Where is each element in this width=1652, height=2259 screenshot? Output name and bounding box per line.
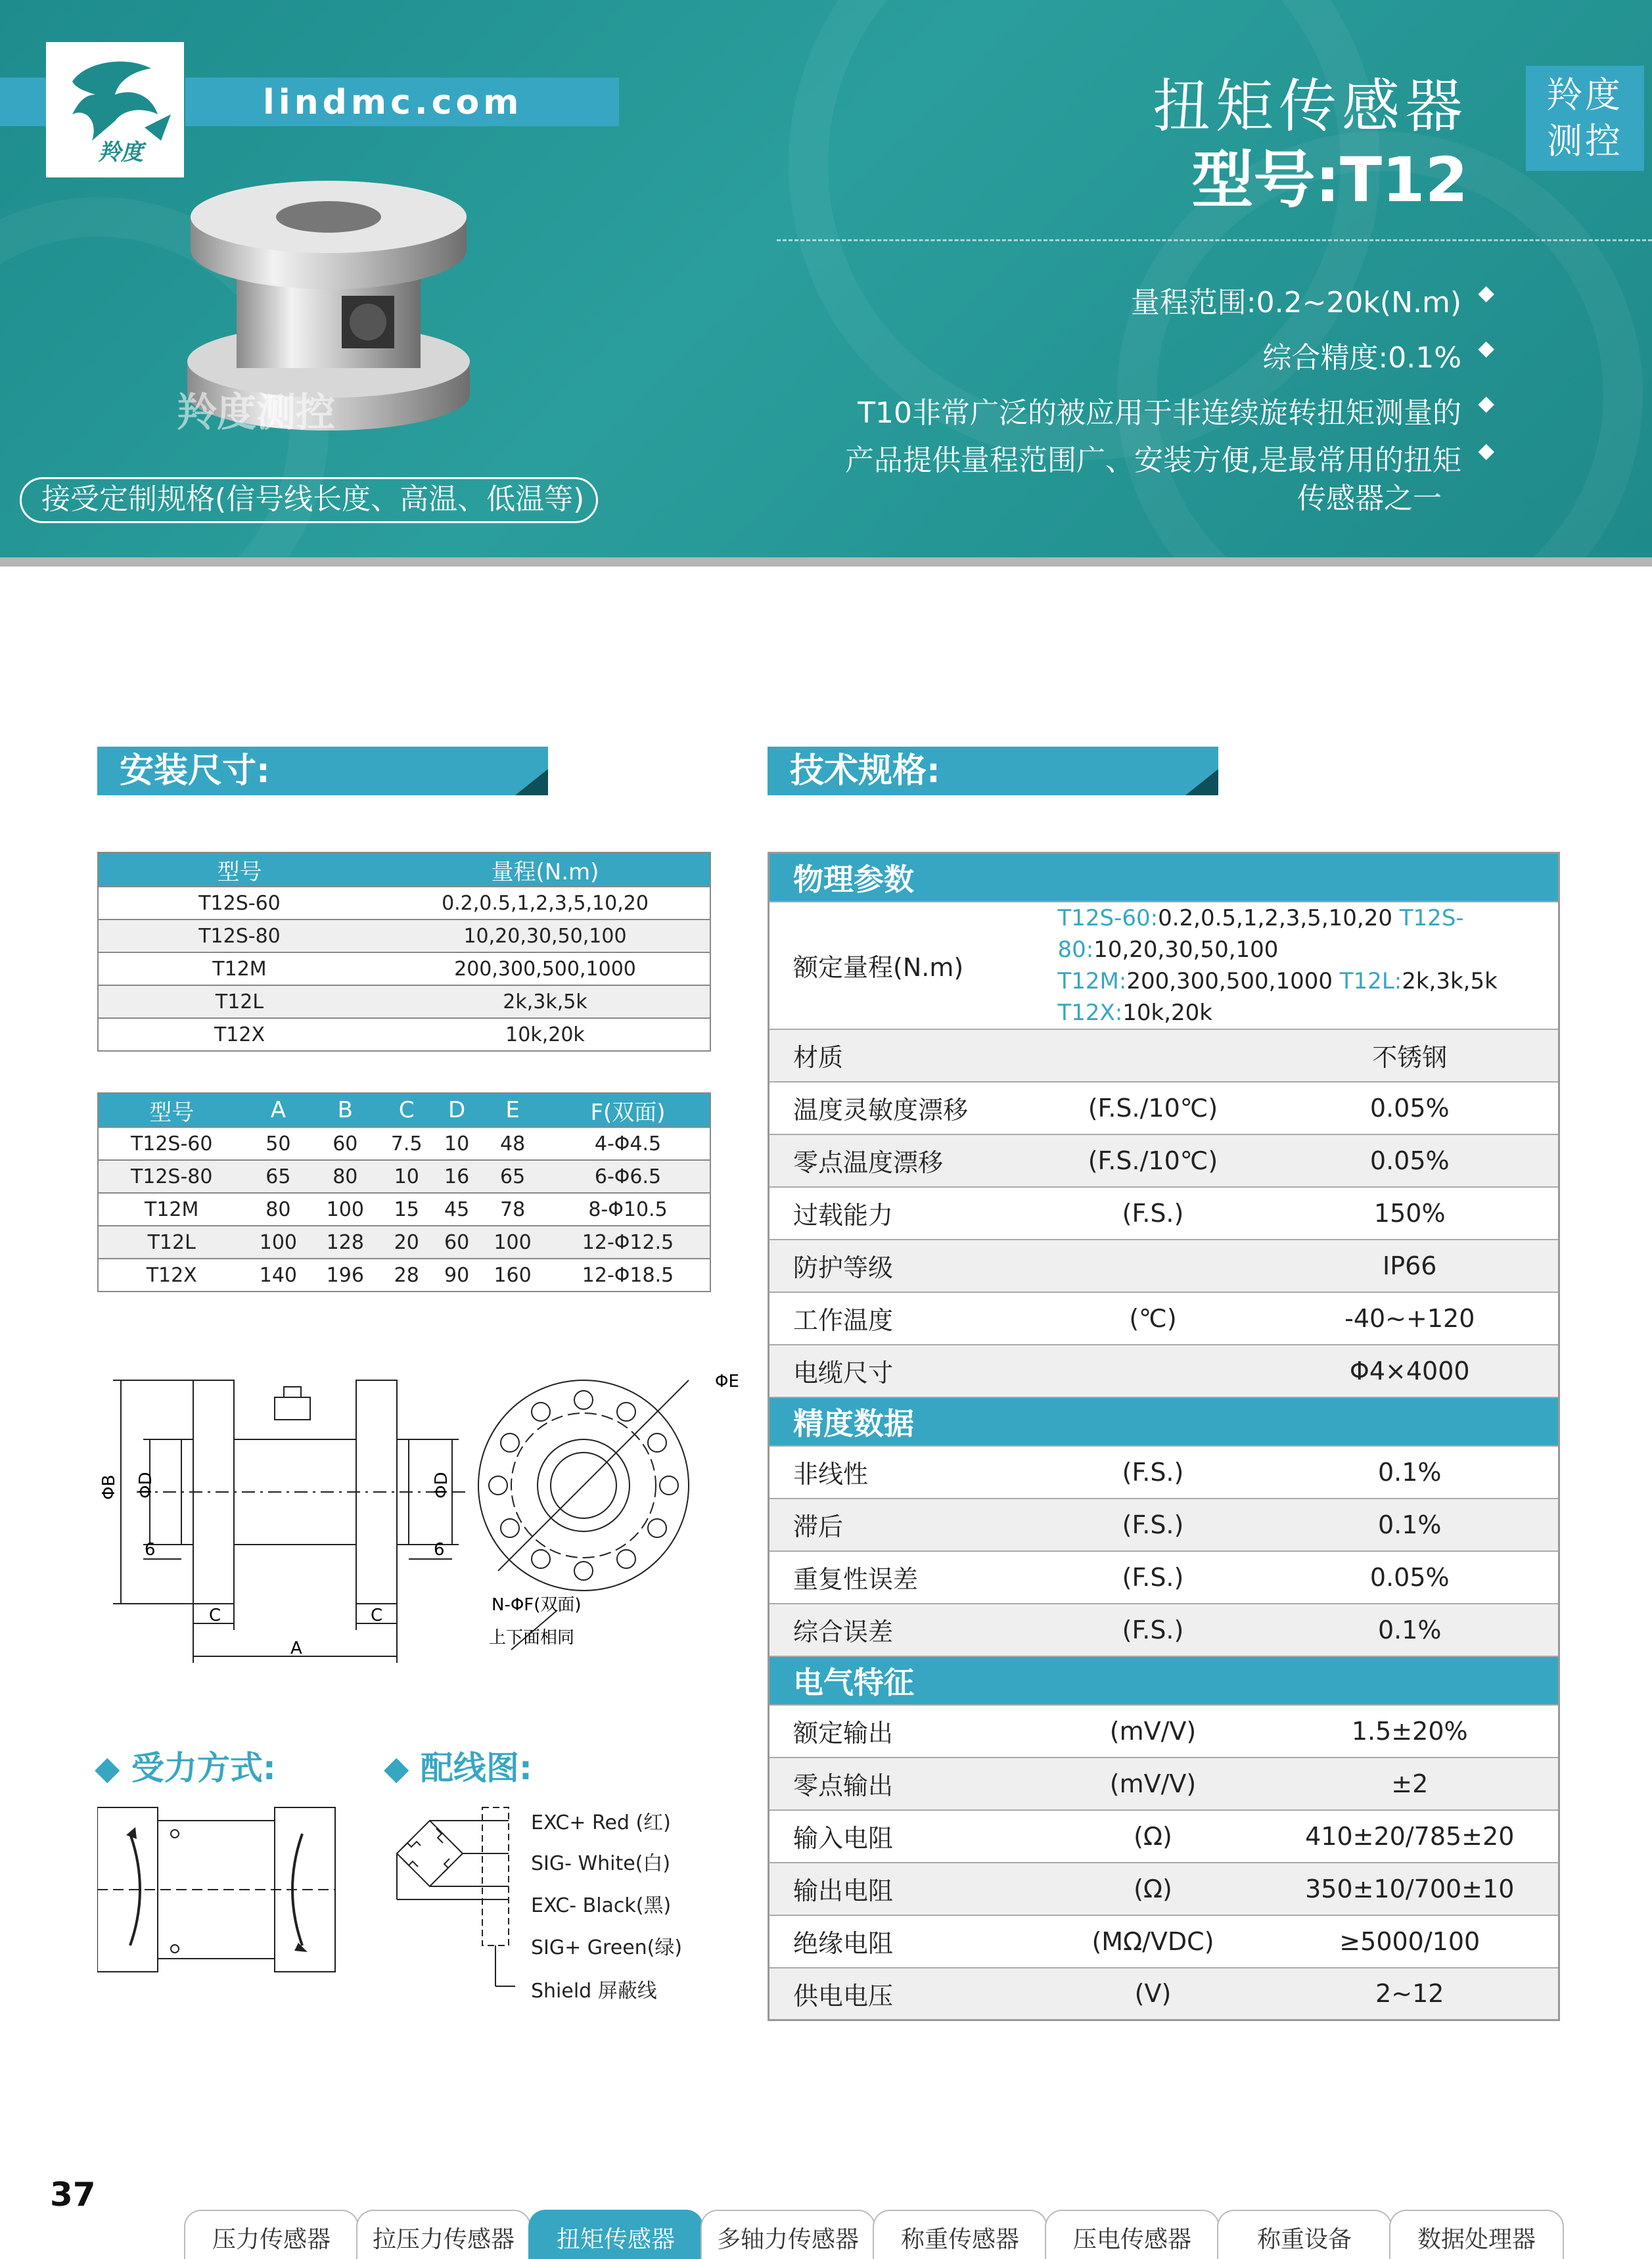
wire-label: SIG- White(白): [531, 1852, 671, 1875]
table-cell: 10,20,30,50,100: [380, 920, 710, 952]
category-tab[interactable]: 称重设备: [1217, 2210, 1392, 2259]
spec-row: [769, 1604, 1559, 1656]
category-label: 物理参数: [769, 853, 1559, 902]
logo: [46, 42, 184, 177]
table-cell: T12S-80: [98, 1160, 244, 1193]
col-header: F(双面): [546, 1093, 710, 1127]
rated-range: 10k,20k: [1122, 999, 1212, 1026]
label-d2: ΦD: [432, 1472, 451, 1499]
table-row: [98, 1259, 710, 1292]
spec-value: 0.1%: [1262, 1604, 1559, 1656]
spec-row: [769, 1446, 1559, 1499]
spec-label: 零点温度漂移: [769, 1134, 1045, 1187]
spec-value: ±2: [1262, 1758, 1559, 1810]
spec-row: [769, 1240, 1559, 1292]
table-cell: 4-Φ4.5: [546, 1127, 710, 1160]
table-cell: 2k,3k,5k: [380, 985, 710, 1018]
category-tab[interactable]: 数据处理器: [1389, 2210, 1564, 2259]
table-cell: T12X: [98, 1018, 380, 1051]
header-bottom-bar: [0, 557, 1652, 567]
brand-line-1: 羚度: [1547, 74, 1623, 116]
col-header: B: [311, 1093, 379, 1127]
table-cell: 10: [434, 1127, 479, 1160]
table-cell: 90: [434, 1259, 479, 1292]
diamond-icon: ◆: [1478, 335, 1494, 360]
spec-label: 材质: [769, 1029, 1045, 1082]
table-cell: 7.5: [379, 1127, 434, 1160]
spec-tail: 传感器之一: [1297, 482, 1442, 515]
spec-row: [769, 1915, 1559, 1968]
spec-label: 重复性误差: [769, 1551, 1045, 1604]
website-url[interactable]: lindmc.com: [263, 83, 523, 122]
spec-value: 350±10/700±10: [1262, 1863, 1559, 1915]
table-cell: 128: [311, 1226, 379, 1259]
spec-value: 410±20/785±20: [1262, 1810, 1559, 1863]
table-cell: 160: [479, 1259, 546, 1292]
table-cell: 16: [434, 1160, 479, 1193]
model-title: 型号:T12: [1191, 145, 1468, 216]
page-title: 扭矩传感器: [1152, 72, 1468, 140]
logo-text: 羚度: [99, 139, 143, 166]
spec-unit: (F.S.): [1045, 1187, 1262, 1240]
spec-unit: (MΩ/VDC): [1045, 1915, 1262, 1968]
table-row: [98, 887, 710, 920]
spec-label: 非线性: [769, 1446, 1045, 1499]
header-banner: [0, 0, 1652, 557]
table-cell: 60: [311, 1127, 379, 1160]
rated-model: T12S-60:: [1057, 904, 1159, 931]
spec-row: [769, 1029, 1559, 1082]
label-same: 上下面相同: [489, 1628, 575, 1648]
brand-line-2: 测控: [1547, 120, 1623, 162]
wire-label: Shield 屏蔽线: [531, 1980, 657, 2003]
spec-row: [769, 1499, 1559, 1551]
col-header: A: [244, 1093, 311, 1127]
rated-model: T12S-80:: [1057, 904, 1464, 963]
spec-value: Φ4×4000: [1262, 1345, 1559, 1397]
label-6-right: 6: [434, 1540, 445, 1560]
spec-value: 2~12: [1262, 1968, 1559, 2020]
table-row: [98, 985, 710, 1018]
spec-row: [769, 1345, 1559, 1397]
spec-label: 额定输出: [769, 1705, 1045, 1758]
spec-label: 综合误差: [769, 1604, 1045, 1656]
table-cell: 20: [379, 1226, 434, 1259]
table-cell: 12-Φ18.5: [546, 1259, 710, 1292]
label-c-right: C: [371, 1606, 383, 1625]
spec-value: 0.1%: [1262, 1499, 1559, 1551]
rated-range: 2k,3k,5k: [1402, 967, 1498, 994]
spec-row: [769, 1082, 1559, 1134]
spec-label: 过载能力: [769, 1187, 1045, 1240]
category-row: [769, 1656, 1559, 1705]
spec-row: [769, 1758, 1559, 1810]
force-title: ◆ 受力方式:: [95, 1749, 276, 1787]
rated-model: T12L:: [1339, 967, 1402, 994]
table-cell: 100: [311, 1193, 379, 1226]
category-tab[interactable]: 多轴力传感器: [700, 2210, 875, 2259]
table-cell: 8-Φ10.5: [546, 1193, 710, 1226]
table-cell: 80: [244, 1193, 311, 1226]
rated-model: T12X:: [1057, 999, 1123, 1026]
spec-unit: (Ω): [1045, 1810, 1262, 1863]
category-row: [769, 853, 1559, 902]
diamond-icon: ◆: [1478, 390, 1494, 415]
col-header: E: [479, 1093, 546, 1127]
spec-value: 150%: [1262, 1187, 1559, 1240]
watermark: 羚度测控: [177, 390, 335, 436]
spec-item: T10非常广泛的被应用于非连续旋转扭矩测量的 ◆: [858, 390, 1494, 430]
spec-value: IP66: [1262, 1240, 1559, 1292]
url-bar: [185, 78, 619, 126]
spec-label: 额定量程(N.m): [769, 902, 1045, 1029]
label-a: A: [290, 1639, 302, 1658]
table-cell: T12S-80: [98, 920, 380, 952]
spec-row-rated: [769, 902, 1559, 1029]
spec-row: [769, 1551, 1559, 1604]
table-row: [98, 920, 710, 952]
rated-range: 200,300,500,1000: [1126, 967, 1340, 994]
label-d: ΦD: [136, 1472, 156, 1499]
spec-row: [769, 1187, 1559, 1240]
spec-value: 0.05%: [1262, 1082, 1559, 1134]
spec-unit: (F.S./10℃): [1045, 1134, 1262, 1187]
col-header: 型号: [98, 1093, 244, 1127]
wire-label: EXC+ Red (红): [531, 1811, 671, 1834]
diamond-icon: ◆: [1478, 280, 1494, 305]
table-cell: T12M: [98, 952, 380, 985]
table-row: [98, 952, 710, 985]
tech-spec-table: [768, 852, 1560, 2021]
spec-label: 零点输出: [769, 1758, 1045, 1810]
spec-unit: (mV/V): [1045, 1705, 1262, 1758]
table-row: [98, 1226, 710, 1259]
table-cell: 65: [244, 1160, 311, 1193]
table-cell: 200,300,500,1000: [380, 952, 710, 985]
col-header: D: [434, 1093, 479, 1127]
spec-row: [769, 1863, 1559, 1915]
tech-section-title: 技术规格:: [768, 747, 1218, 795]
dimension-table: [97, 1092, 711, 1292]
table-cell: 140: [244, 1259, 311, 1292]
spec-unit: (Ω): [1045, 1863, 1262, 1915]
table-cell: 50: [244, 1127, 311, 1160]
url-stripe-left: [0, 78, 46, 126]
spec-row: [769, 1810, 1559, 1863]
spec-unit: [1045, 1345, 1262, 1397]
table-cell: 12-Φ12.5: [546, 1226, 710, 1259]
table-cell: 45: [434, 1193, 479, 1226]
spec-label: 电缆尺寸: [769, 1345, 1045, 1397]
table-row: [98, 1160, 710, 1193]
table-cell: 196: [311, 1259, 379, 1292]
table-cell: 48: [479, 1127, 546, 1160]
table-cell: 80: [311, 1160, 379, 1193]
rated-range: 0.2,0.5,1,2,3,5,10,20: [1158, 904, 1400, 931]
table-cell: T12X: [98, 1259, 244, 1292]
spec-label: 滞后: [769, 1499, 1045, 1551]
spec-unit: (mV/V): [1045, 1758, 1262, 1810]
spec-value: 1.5±20%: [1262, 1705, 1559, 1758]
rated-values: [1045, 902, 1559, 1029]
category-tab[interactable]: 压电传感器: [1045, 2210, 1220, 2259]
table-cell: 10: [379, 1160, 434, 1193]
spec-value: 0.05%: [1262, 1134, 1559, 1187]
spec-unit: [1045, 1240, 1262, 1292]
table-cell: 78: [479, 1193, 546, 1226]
range-table: [97, 852, 711, 1052]
rated-range: 10,20,30,50,100: [1093, 936, 1279, 963]
spec-label: 工作温度: [769, 1292, 1045, 1345]
table-cell: 100: [244, 1226, 311, 1259]
spec-unit: (F.S.): [1045, 1551, 1262, 1604]
spec-label: 输入电阻: [769, 1810, 1045, 1863]
brand-badge: [1526, 66, 1644, 171]
spec-value: -40~+120: [1262, 1292, 1559, 1345]
spec-label: 防护等级: [769, 1240, 1045, 1292]
spec-unit: (℃): [1045, 1292, 1262, 1345]
label-6-left: 6: [145, 1540, 156, 1560]
spec-unit: (F.S./10℃): [1045, 1082, 1262, 1134]
divider-dashed: [777, 239, 1652, 241]
spec-value: ≥5000/100: [1262, 1915, 1559, 1968]
table-cell: T12S-60: [98, 1127, 244, 1160]
spec-item: 量程范围:0.2~20k(N.m) ◆: [1130, 280, 1494, 319]
table-cell: T12S-60: [98, 887, 380, 920]
installation-drawing: [97, 1361, 741, 1676]
table-cell: 65: [479, 1160, 546, 1193]
table-row: [98, 1193, 710, 1226]
spec-item: 产品提供量程范围广、安装方便,是最常用的扭矩 ◆: [845, 438, 1494, 477]
wiring-title: ◆ 配线图:: [384, 1749, 532, 1787]
spec-row: [769, 1968, 1559, 2020]
category-tab[interactable]: 拉压力传感器: [356, 2210, 531, 2259]
spec-unit: (F.S.): [1045, 1604, 1262, 1656]
label-c-left: C: [209, 1606, 221, 1625]
category-label: 电气特征: [769, 1656, 1559, 1705]
table-cell: 10k,20k: [380, 1018, 710, 1051]
table-cell: 100: [479, 1226, 546, 1259]
category-row: [769, 1397, 1559, 1446]
spec-value: 0.1%: [1262, 1446, 1559, 1499]
table-cell: 6-Φ6.5: [546, 1160, 710, 1193]
rated-model: T12M:: [1057, 967, 1127, 994]
spec-unit: (F.S.): [1045, 1499, 1262, 1551]
label-nf: N-ΦF(双面): [492, 1595, 582, 1615]
col-header: 量程(N.m): [380, 852, 710, 887]
spec-item: 综合精度:0.1% ◆: [1262, 335, 1494, 375]
table-row: [98, 1127, 710, 1160]
col-header: 型号: [98, 852, 380, 887]
wire-label: SIG+ Green(绿): [531, 1936, 683, 1959]
table-cell: T12M: [98, 1193, 244, 1226]
spec-label: 输出电阻: [769, 1863, 1045, 1915]
category-tab[interactable]: 扭矩传感器: [528, 2210, 703, 2259]
table-cell: 60: [434, 1226, 479, 1259]
category-tab[interactable]: 压力传感器: [184, 2210, 359, 2259]
diamond-icon: ◆: [1478, 438, 1494, 463]
wiring-diagram: [384, 1801, 515, 1998]
spec-unit: (V): [1045, 1968, 1262, 2020]
spec-row: [769, 1134, 1559, 1187]
category-tab[interactable]: 称重传感器: [873, 2210, 1047, 2259]
spec-unit: (F.S.): [1045, 1446, 1262, 1499]
spec-label: 温度灵敏度漂移: [769, 1082, 1045, 1134]
spec-value: 不锈钢: [1262, 1029, 1559, 1082]
spec-unit: [1045, 1029, 1262, 1082]
table-cell: T12L: [98, 1226, 244, 1259]
label-b: ΦB: [99, 1474, 119, 1500]
col-header: C: [379, 1093, 434, 1127]
spec-row: [769, 1705, 1559, 1758]
table-cell: 15: [379, 1193, 434, 1226]
label-e: ΦE: [715, 1372, 739, 1391]
spec-row: [769, 1292, 1559, 1345]
spec-value: 0.05%: [1262, 1551, 1559, 1604]
spec-label: 供电电压: [769, 1968, 1045, 2020]
spec-label: 绝缘电阻: [769, 1915, 1045, 1968]
table-cell: 28: [379, 1259, 434, 1292]
table-cell: 0.2,0.5,1,2,3,5,10,20: [380, 887, 710, 920]
wire-label: EXC- Black(黑): [531, 1894, 672, 1917]
table-row: [98, 1018, 710, 1051]
category-label: 精度数据: [769, 1397, 1559, 1446]
page-number: 37: [50, 2176, 96, 2214]
install-section-title: 安装尺寸:: [97, 747, 548, 795]
force-diagram: [97, 1801, 340, 1978]
custom-notice: 接受定制规格(信号线长度、高温、低温等): [20, 477, 598, 523]
table-cell: T12L: [98, 985, 380, 1018]
